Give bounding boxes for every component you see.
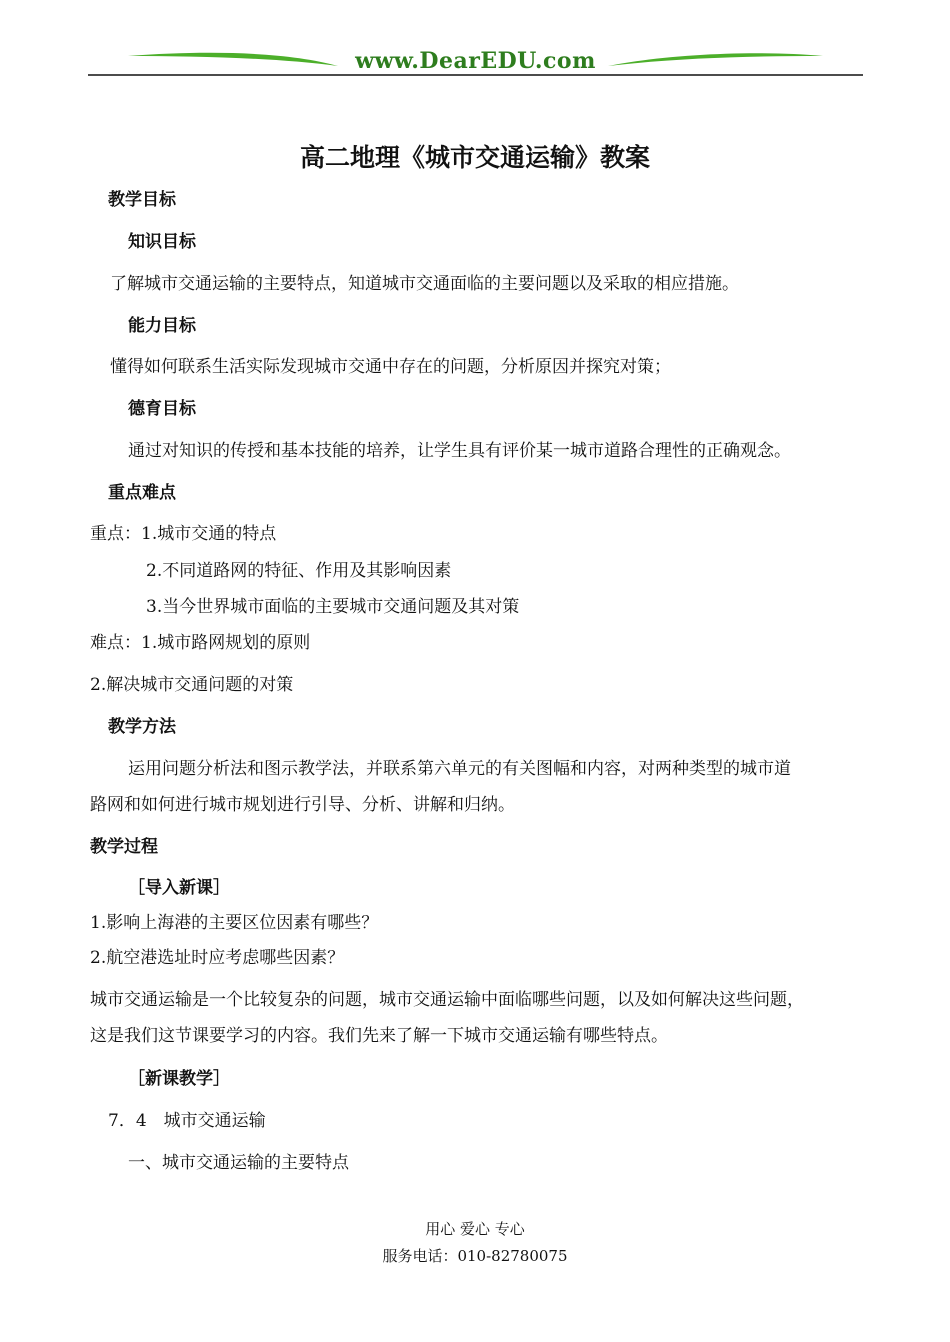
method-text-1: 运用问题分析法和图示教学法，并联系第六单元的有关图幅和内容，对两种类型的城市道 bbox=[128, 759, 791, 779]
heading-key-points: 重点难点 bbox=[108, 483, 176, 503]
ability-text: 懂得如何联系生活实际发现城市交通中存在的问题，分析原因并探究对策； bbox=[110, 357, 671, 377]
intro-question-2: 2.航空港选址时应考虑哪些因素？ bbox=[90, 948, 345, 968]
key-point-1: 重点：1.城市交通的特点 bbox=[90, 524, 277, 544]
hard-point-2: 2.解决城市交通问题的对策 bbox=[90, 675, 294, 695]
footer-slogan: 用心 爱心 专心 bbox=[425, 1220, 525, 1238]
site-logo-text[interactable]: www.DearEDU.com bbox=[355, 48, 596, 74]
heading-process: 教学过程 bbox=[90, 837, 158, 857]
heading-knowledge: 知识目标 bbox=[128, 232, 196, 252]
footer-phone: 服务电话：010-82780075 bbox=[382, 1247, 568, 1265]
moral-text: 通过对知识的传授和基本技能的培养，让学生具有评价某一城市道路合理性的正确观念。 bbox=[128, 441, 791, 461]
heading-goals: 教学目标 bbox=[108, 190, 176, 210]
intro-question-1: 1.影响上海港的主要区位因素有哪些？ bbox=[90, 913, 379, 933]
intro-text-1: 城市交通运输是一个比较复杂的问题，城市交通运输中面临哪些问题，以及如何解决这些问题， bbox=[90, 990, 804, 1010]
method-text-2: 路网和如何进行城市规划进行引导、分析、讲解和归纳。 bbox=[90, 795, 515, 815]
key-point-2: 2.不同道路网的特征、作用及其影响因素 bbox=[146, 561, 452, 581]
intro-text-2: 这是我们这节课要学习的内容。我们先来了解一下城市交通运输有哪些特点。 bbox=[90, 1026, 668, 1046]
knowledge-text: 了解城市交通运输的主要特点，知道城市交通面临的主要问题以及采取的相应措施。 bbox=[110, 274, 739, 294]
heading-method: 教学方法 bbox=[108, 717, 176, 737]
page-title: 高二地理《城市交通运输》教案 bbox=[299, 143, 650, 172]
key-point-3: 3.当今世界城市面临的主要城市交通问题及其对策 bbox=[146, 597, 520, 617]
site-header bbox=[88, 44, 863, 80]
chapter-title: 7．4 城市交通运输 bbox=[108, 1111, 266, 1131]
heading-intro: ［导入新课］ bbox=[128, 878, 230, 898]
heading-ability: 能力目标 bbox=[128, 316, 196, 336]
heading-new-lesson: ［新课教学］ bbox=[128, 1069, 230, 1089]
hard-point-1: 难点：1.城市路网规划的原则 bbox=[90, 633, 311, 653]
subsection-1-title: 一、城市交通运输的主要特点 bbox=[128, 1153, 349, 1173]
heading-moral: 德育目标 bbox=[128, 399, 196, 419]
